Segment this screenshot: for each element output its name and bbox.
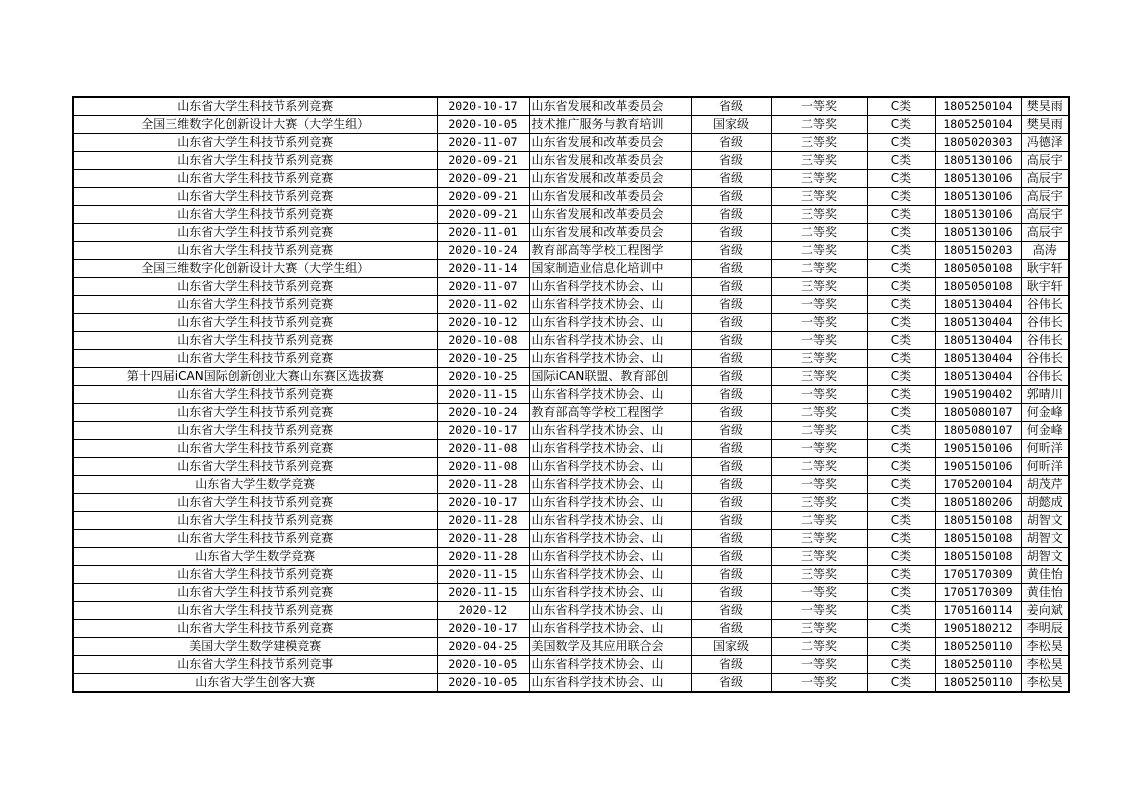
level-cell: 省级 [691, 278, 771, 296]
table-row [73, 170, 1069, 188]
student-id-cell: 1905150106 [935, 440, 1021, 458]
table-row [73, 494, 1069, 512]
category-cell: C类 [867, 404, 935, 422]
prize-cell: 二等奖 [771, 224, 867, 242]
table-row [73, 224, 1069, 242]
student-name-cell: 高辰宇 [1021, 224, 1069, 242]
date-cell: 2020-10-05 [437, 116, 529, 134]
competition-cell: 山东省大学生科技节系列竞赛 [73, 422, 437, 440]
date-cell: 2020-10-05 [437, 656, 529, 674]
organizer-cell: 山东省科学技术协会、山 [529, 332, 691, 350]
table-row [73, 116, 1069, 134]
table-row [73, 548, 1069, 566]
date-cell: 2020-10-25 [437, 368, 529, 386]
student-name-cell: 耿宇轩 [1021, 260, 1069, 278]
organizer-cell: 山东省科学技术协会、山 [529, 440, 691, 458]
level-cell: 省级 [691, 656, 771, 674]
table-row [73, 97, 1069, 116]
level-cell: 省级 [691, 314, 771, 332]
student-id-cell: 1805130106 [935, 188, 1021, 206]
organizer-cell: 山东省科学技术协会、山 [529, 602, 691, 620]
student-id-cell: 1805150108 [935, 512, 1021, 530]
table-row [73, 584, 1069, 602]
category-cell: C类 [867, 422, 935, 440]
organizer-cell: 山东省科学技术协会、山 [529, 530, 691, 548]
category-cell: C类 [867, 116, 935, 134]
level-cell: 省级 [691, 530, 771, 548]
competition-cell: 山东省大学生科技节系列竞赛 [73, 278, 437, 296]
student-name-cell: 高辰宇 [1021, 206, 1069, 224]
organizer-cell: 山东省发展和改革委员会 [529, 188, 691, 206]
date-cell: 2020-11-01 [437, 224, 529, 242]
organizer-cell: 山东省发展和改革委员会 [529, 134, 691, 152]
date-cell: 2020-11-15 [437, 584, 529, 602]
student-name-cell: 胡智文 [1021, 548, 1069, 566]
level-cell: 省级 [691, 260, 771, 278]
date-cell: 2020-10-17 [437, 97, 529, 116]
organizer-cell: 山东省发展和改革委员会 [529, 97, 691, 116]
level-cell: 国家级 [691, 638, 771, 656]
organizer-cell: 山东省科学技术协会、山 [529, 566, 691, 584]
category-cell: C类 [867, 206, 935, 224]
category-cell: C类 [867, 314, 935, 332]
organizer-cell: 山东省科学技术协会、山 [529, 296, 691, 314]
competition-cell: 美国大学生数学建模竞赛 [73, 638, 437, 656]
table-row [73, 152, 1069, 170]
category-cell: C类 [867, 170, 935, 188]
student-id-cell: 1805130106 [935, 152, 1021, 170]
organizer-cell: 山东省科学技术协会、山 [529, 314, 691, 332]
competition-cell: 山东省大学生科技节系列竞赛 [73, 584, 437, 602]
prize-cell: 三等奖 [771, 188, 867, 206]
prize-cell: 二等奖 [771, 116, 867, 134]
level-cell: 省级 [691, 350, 771, 368]
student-id-cell: 1705200104 [935, 476, 1021, 494]
table-row [73, 458, 1069, 476]
student-name-cell: 谷伟长 [1021, 332, 1069, 350]
organizer-cell: 山东省科学技术协会、山 [529, 278, 691, 296]
level-cell: 省级 [691, 296, 771, 314]
student-name-cell: 何昕洋 [1021, 458, 1069, 476]
date-cell: 2020-10-25 [437, 350, 529, 368]
student-name-cell: 郭晴川 [1021, 386, 1069, 404]
competition-cell: 山东省大学生科技节系列竞赛 [73, 530, 437, 548]
table-row [73, 134, 1069, 152]
table-row [73, 566, 1069, 584]
level-cell: 省级 [691, 566, 771, 584]
organizer-cell: 山东省科学技术协会、山 [529, 476, 691, 494]
student-name-cell: 樊昊雨 [1021, 97, 1069, 116]
competition-cell: 山东省大学生科技节系列竞赛 [73, 314, 437, 332]
level-cell: 省级 [691, 512, 771, 530]
student-id-cell: 1805050108 [935, 260, 1021, 278]
organizer-cell: 山东省科学技术协会、山 [529, 494, 691, 512]
student-name-cell: 高涛 [1021, 242, 1069, 260]
student-id-cell: 1805250110 [935, 638, 1021, 656]
student-id-cell: 1905150106 [935, 458, 1021, 476]
competition-cell: 山东省大学生科技节系列竞赛 [73, 242, 437, 260]
organizer-cell: 山东省科学技术协会、山 [529, 674, 691, 693]
competition-cell: 山东省大学生科技节系列竞赛 [73, 602, 437, 620]
date-cell: 2020-11-07 [437, 278, 529, 296]
level-cell: 省级 [691, 674, 771, 693]
date-cell: 2020-11-07 [437, 134, 529, 152]
table-row [73, 188, 1069, 206]
category-cell: C类 [867, 548, 935, 566]
category-cell: C类 [867, 350, 935, 368]
student-name-cell: 何昕洋 [1021, 440, 1069, 458]
table-row [73, 260, 1069, 278]
student-name-cell: 耿宇轩 [1021, 278, 1069, 296]
organizer-cell: 山东省科学技术协会、山 [529, 512, 691, 530]
student-id-cell: 1805130106 [935, 224, 1021, 242]
student-id-cell: 1805130404 [935, 350, 1021, 368]
level-cell: 省级 [691, 170, 771, 188]
organizer-cell: 山东省科学技术协会、山 [529, 620, 691, 638]
student-name-cell: 高辰宇 [1021, 188, 1069, 206]
date-cell: 2020-10-05 [437, 674, 529, 693]
organizer-cell: 教育部高等学校工程图学 [529, 404, 691, 422]
prize-cell: 三等奖 [771, 206, 867, 224]
table-row [73, 440, 1069, 458]
competition-cell: 山东省大学生科技节系列竞赛 [73, 170, 437, 188]
date-cell: 2020-12 [437, 602, 529, 620]
student-name-cell: 胡懿成 [1021, 494, 1069, 512]
category-cell: C类 [867, 440, 935, 458]
category-cell: C类 [867, 97, 935, 116]
student-name-cell: 李松昊 [1021, 638, 1069, 656]
organizer-cell: 国家制造业信息化培训中 [529, 260, 691, 278]
date-cell: 2020-11-08 [437, 440, 529, 458]
student-id-cell: 1905180212 [935, 620, 1021, 638]
competition-cell: 山东省大学生科技节系列竞赛 [73, 152, 437, 170]
competition-cell: 山东省大学生科技节系列竞赛 [73, 440, 437, 458]
level-cell: 省级 [691, 224, 771, 242]
competition-cell: 第十四届iCAN国际创新创业大赛山东赛区选拔赛 [73, 368, 437, 386]
competition-cell: 全国三维数字化创新设计大赛（大学生组） [73, 260, 437, 278]
prize-cell: 一等奖 [771, 602, 867, 620]
level-cell: 省级 [691, 404, 771, 422]
student-id-cell: 1705170309 [935, 584, 1021, 602]
prize-cell: 二等奖 [771, 242, 867, 260]
prize-cell: 三等奖 [771, 278, 867, 296]
prize-cell: 一等奖 [771, 476, 867, 494]
organizer-cell: 山东省科学技术协会、山 [529, 350, 691, 368]
category-cell: C类 [867, 476, 935, 494]
date-cell: 2020-10-12 [437, 314, 529, 332]
category-cell: C类 [867, 566, 935, 584]
category-cell: C类 [867, 386, 935, 404]
category-cell: C类 [867, 530, 935, 548]
table-row [73, 386, 1069, 404]
level-cell: 省级 [691, 476, 771, 494]
category-cell: C类 [867, 638, 935, 656]
date-cell: 2020-09-21 [437, 188, 529, 206]
category-cell: C类 [867, 242, 935, 260]
date-cell: 2020-10-17 [437, 494, 529, 512]
competition-cell: 山东省大学生数学竞赛 [73, 548, 437, 566]
organizer-cell: 山东省科学技术协会、山 [529, 422, 691, 440]
category-cell: C类 [867, 260, 935, 278]
date-cell: 2020-09-21 [437, 152, 529, 170]
table-row [73, 278, 1069, 296]
competition-cell: 山东省大学生科技节系列竞赛 [73, 566, 437, 584]
prize-cell: 一等奖 [771, 97, 867, 116]
table-row [73, 296, 1069, 314]
competition-cell: 山东省大学生科技节系列竞赛 [73, 386, 437, 404]
competition-cell: 山东省大学生科技节系列竞赛 [73, 134, 437, 152]
category-cell: C类 [867, 224, 935, 242]
student-id-cell: 1805150203 [935, 242, 1021, 260]
prize-cell: 三等奖 [771, 566, 867, 584]
prize-cell: 三等奖 [771, 152, 867, 170]
table-row [73, 242, 1069, 260]
student-name-cell: 姜向斌 [1021, 602, 1069, 620]
table-row [73, 314, 1069, 332]
organizer-cell: 山东省发展和改革委员会 [529, 224, 691, 242]
prize-cell: 三等奖 [771, 494, 867, 512]
student-id-cell: 1805130106 [935, 170, 1021, 188]
date-cell: 2020-09-21 [437, 170, 529, 188]
student-id-cell: 1805130404 [935, 296, 1021, 314]
date-cell: 2020-11-28 [437, 530, 529, 548]
student-name-cell: 李松昊 [1021, 656, 1069, 674]
level-cell: 省级 [691, 440, 771, 458]
student-name-cell: 胡智文 [1021, 512, 1069, 530]
table-row [73, 674, 1069, 693]
date-cell: 2020-11-14 [437, 260, 529, 278]
student-name-cell: 李明辰 [1021, 620, 1069, 638]
table-row [73, 476, 1069, 494]
organizer-cell: 山东省发展和改革委员会 [529, 152, 691, 170]
prize-cell: 一等奖 [771, 674, 867, 693]
date-cell: 2020-11-08 [437, 458, 529, 476]
student-id-cell: 1805250110 [935, 674, 1021, 693]
date-cell: 2020-10-17 [437, 422, 529, 440]
competition-cell: 山东省大学生科技节系列竞赛 [73, 512, 437, 530]
prize-cell: 一等奖 [771, 296, 867, 314]
student-id-cell: 1805050108 [935, 278, 1021, 296]
date-cell: 2020-11-15 [437, 566, 529, 584]
table-row [73, 368, 1069, 386]
level-cell: 省级 [691, 584, 771, 602]
prize-cell: 二等奖 [771, 260, 867, 278]
table-row [73, 656, 1069, 674]
level-cell: 省级 [691, 242, 771, 260]
student-id-cell: 1805130404 [935, 368, 1021, 386]
level-cell: 省级 [691, 386, 771, 404]
awards-table-body [73, 97, 1069, 692]
organizer-cell: 山东省科学技术协会、山 [529, 548, 691, 566]
student-id-cell: 1805080107 [935, 422, 1021, 440]
competition-cell: 山东省大学生科技节系列竞赛 [73, 97, 437, 116]
competition-cell: 山东省大学生创客大赛 [73, 674, 437, 693]
table-row [73, 602, 1069, 620]
organizer-cell: 山东省发展和改革委员会 [529, 170, 691, 188]
student-name-cell: 高辰宇 [1021, 170, 1069, 188]
student-id-cell: 1705160114 [935, 602, 1021, 620]
category-cell: C类 [867, 296, 935, 314]
student-id-cell: 1805180206 [935, 494, 1021, 512]
level-cell: 省级 [691, 602, 771, 620]
level-cell: 省级 [691, 152, 771, 170]
competition-cell: 山东省大学生科技节系列竞事 [73, 656, 437, 674]
level-cell: 省级 [691, 368, 771, 386]
competition-cell: 山东省大学生科技节系列竞赛 [73, 206, 437, 224]
competition-cell: 山东省大学生科技节系列竞赛 [73, 458, 437, 476]
student-id-cell: 1905190402 [935, 386, 1021, 404]
student-id-cell: 1805130404 [935, 332, 1021, 350]
level-cell: 省级 [691, 332, 771, 350]
competition-cell: 山东省大学生科技节系列竞赛 [73, 404, 437, 422]
category-cell: C类 [867, 584, 935, 602]
competition-cell: 山东省大学生科技节系列竞赛 [73, 296, 437, 314]
competition-cell: 山东省大学生科技节系列竞赛 [73, 332, 437, 350]
student-id-cell: 1805130106 [935, 206, 1021, 224]
date-cell: 2020-10-24 [437, 404, 529, 422]
level-cell: 省级 [691, 188, 771, 206]
organizer-cell: 山东省发展和改革委员会 [529, 206, 691, 224]
category-cell: C类 [867, 656, 935, 674]
table-row [73, 206, 1069, 224]
date-cell: 2020-11-02 [437, 296, 529, 314]
table-row [73, 350, 1069, 368]
category-cell: C类 [867, 512, 935, 530]
table-row [73, 422, 1069, 440]
level-cell: 省级 [691, 494, 771, 512]
student-name-cell: 谷伟长 [1021, 350, 1069, 368]
level-cell: 国家级 [691, 116, 771, 134]
competition-cell: 山东省大学生科技节系列竞赛 [73, 620, 437, 638]
table-row [73, 512, 1069, 530]
prize-cell: 一等奖 [771, 386, 867, 404]
student-name-cell: 谷伟长 [1021, 296, 1069, 314]
student-id-cell: 1805250104 [935, 97, 1021, 116]
student-name-cell: 黄佳怡 [1021, 566, 1069, 584]
prize-cell: 二等奖 [771, 638, 867, 656]
awards-table [72, 96, 1070, 693]
organizer-cell: 美国数学及其应用联合会 [529, 638, 691, 656]
table-row [73, 404, 1069, 422]
student-id-cell: 1705170309 [935, 566, 1021, 584]
date-cell: 2020-10-08 [437, 332, 529, 350]
student-name-cell: 谷伟长 [1021, 314, 1069, 332]
competition-cell: 全国三维数字化创新设计大赛（大学生组） [73, 116, 437, 134]
prize-cell: 三等奖 [771, 530, 867, 548]
date-cell: 2020-10-24 [437, 242, 529, 260]
prize-cell: 三等奖 [771, 170, 867, 188]
table-row [73, 620, 1069, 638]
competition-cell: 山东省大学生数学竞赛 [73, 476, 437, 494]
organizer-cell: 国际iCAN联盟、教育部创 [529, 368, 691, 386]
student-name-cell: 冯德泽 [1021, 134, 1069, 152]
organizer-cell: 技术推广服务与教育培训 [529, 116, 691, 134]
date-cell: 2020-10-17 [437, 620, 529, 638]
student-id-cell: 1805080107 [935, 404, 1021, 422]
student-name-cell: 谷伟长 [1021, 368, 1069, 386]
level-cell: 省级 [691, 458, 771, 476]
student-name-cell: 胡茂芹 [1021, 476, 1069, 494]
student-id-cell: 1805150108 [935, 548, 1021, 566]
category-cell: C类 [867, 494, 935, 512]
category-cell: C类 [867, 620, 935, 638]
student-id-cell: 1805150108 [935, 530, 1021, 548]
level-cell: 省级 [691, 548, 771, 566]
prize-cell: 二等奖 [771, 422, 867, 440]
student-name-cell: 何金峰 [1021, 422, 1069, 440]
competition-cell: 山东省大学生科技节系列竞赛 [73, 494, 437, 512]
competition-cell: 山东省大学生科技节系列竞赛 [73, 350, 437, 368]
table-row [73, 530, 1069, 548]
competition-cell: 山东省大学生科技节系列竞赛 [73, 224, 437, 242]
category-cell: C类 [867, 458, 935, 476]
prize-cell: 三等奖 [771, 548, 867, 566]
prize-cell: 三等奖 [771, 134, 867, 152]
date-cell: 2020-04-25 [437, 638, 529, 656]
organizer-cell: 教育部高等学校工程图学 [529, 242, 691, 260]
category-cell: C类 [867, 134, 935, 152]
organizer-cell: 山东省科学技术协会、山 [529, 386, 691, 404]
prize-cell: 一等奖 [771, 440, 867, 458]
prize-cell: 一等奖 [771, 332, 867, 350]
student-id-cell: 1805020303 [935, 134, 1021, 152]
student-name-cell: 樊昊雨 [1021, 116, 1069, 134]
category-cell: C类 [867, 152, 935, 170]
category-cell: C类 [867, 674, 935, 693]
student-name-cell: 黄佳怡 [1021, 584, 1069, 602]
student-name-cell: 胡智文 [1021, 530, 1069, 548]
student-id-cell: 1805250110 [935, 656, 1021, 674]
prize-cell: 二等奖 [771, 404, 867, 422]
date-cell: 2020-11-28 [437, 512, 529, 530]
prize-cell: 三等奖 [771, 368, 867, 386]
level-cell: 省级 [691, 422, 771, 440]
student-name-cell: 李松昊 [1021, 674, 1069, 693]
category-cell: C类 [867, 332, 935, 350]
organizer-cell: 山东省科学技术协会、山 [529, 458, 691, 476]
category-cell: C类 [867, 602, 935, 620]
date-cell: 2020-11-28 [437, 548, 529, 566]
level-cell: 省级 [691, 206, 771, 224]
student-id-cell: 1805250104 [935, 116, 1021, 134]
category-cell: C类 [867, 278, 935, 296]
level-cell: 省级 [691, 620, 771, 638]
date-cell: 2020-11-28 [437, 476, 529, 494]
student-name-cell: 何金峰 [1021, 404, 1069, 422]
prize-cell: 一等奖 [771, 584, 867, 602]
table-row [73, 332, 1069, 350]
category-cell: C类 [867, 188, 935, 206]
prize-cell: 二等奖 [771, 512, 867, 530]
date-cell: 2020-09-21 [437, 206, 529, 224]
table-row [73, 638, 1069, 656]
prize-cell: 一等奖 [771, 314, 867, 332]
prize-cell: 二等奖 [771, 458, 867, 476]
prize-cell: 三等奖 [771, 620, 867, 638]
competition-cell: 山东省大学生科技节系列竞赛 [73, 188, 437, 206]
organizer-cell: 山东省科学技术协会、山 [529, 656, 691, 674]
date-cell: 2020-11-15 [437, 386, 529, 404]
student-id-cell: 1805130404 [935, 314, 1021, 332]
category-cell: C类 [867, 368, 935, 386]
level-cell: 省级 [691, 97, 771, 116]
student-name-cell: 高辰宇 [1021, 152, 1069, 170]
prize-cell: 一等奖 [771, 656, 867, 674]
prize-cell: 三等奖 [771, 350, 867, 368]
level-cell: 省级 [691, 134, 771, 152]
organizer-cell: 山东省科学技术协会、山 [529, 584, 691, 602]
